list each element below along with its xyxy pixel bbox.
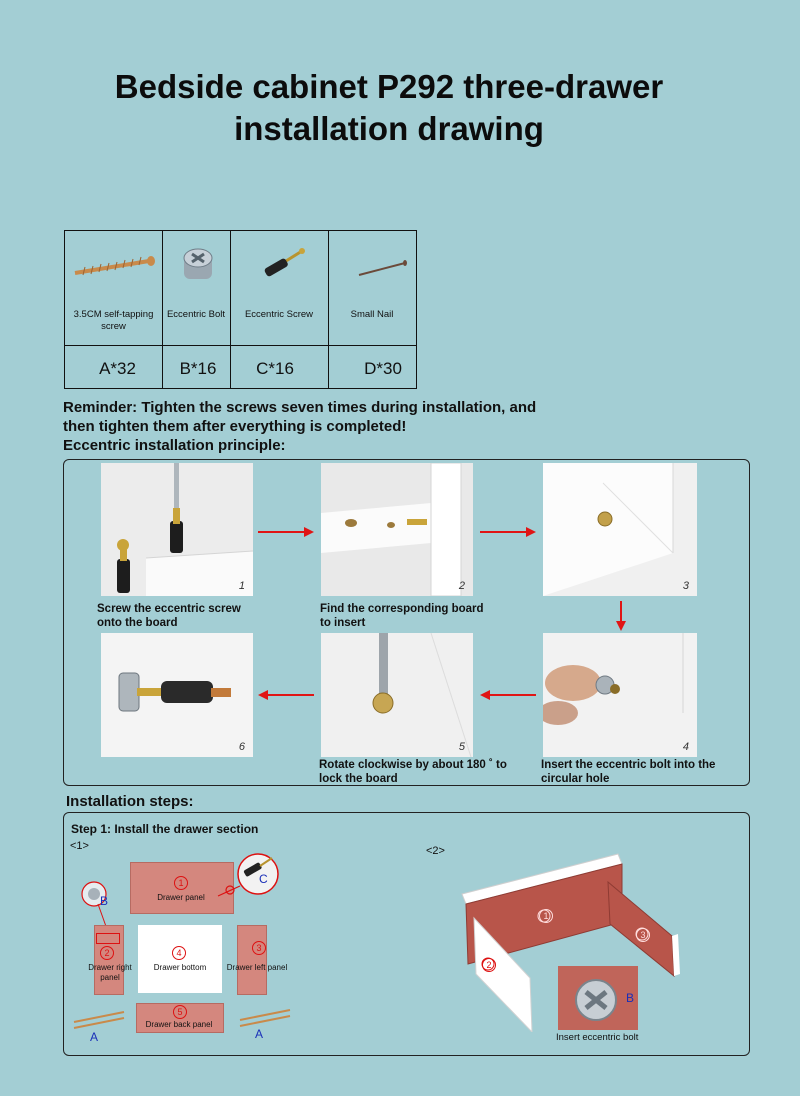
eccentric-screw-callout-icon <box>216 852 280 898</box>
step-caption <box>541 758 715 786</box>
part-qty: B*16 <box>179 359 217 378</box>
caption-line: lock the board <box>319 773 398 785</box>
step-caption <box>97 602 241 630</box>
insert-bolt-photo <box>543 633 697 757</box>
drawer-left-panel-label: Drawer left panel <box>226 963 288 972</box>
step-number: 1 <box>238 580 245 592</box>
page-title <box>0 66 778 150</box>
step-number: 2 <box>458 580 465 592</box>
part-number-2: 2 <box>482 958 496 972</box>
eccentric-bolt-icon <box>181 245 215 283</box>
part-number-5: 5 <box>173 1005 187 1019</box>
label-a: A <box>255 1027 264 1041</box>
drawer-panel-label: Drawer panel <box>157 893 205 902</box>
drawer-bottom-label: Drawer bottom <box>153 963 207 972</box>
nail-icon <box>355 259 411 279</box>
part-number-1: 1 <box>539 909 553 923</box>
caption-line: circular hole <box>541 773 610 785</box>
drawer-back-panel-label: Drawer back panel <box>145 1020 213 1029</box>
caption-line: Find the corresponding board <box>320 603 484 615</box>
insert-bolt-label: Insert eccentric bolt <box>556 1032 639 1043</box>
installation-heading: Installation steps: <box>66 793 194 810</box>
screw-icon <box>69 255 159 279</box>
part-number-2: 2 <box>100 946 114 960</box>
caption-line: Rotate clockwise by about 180 ˚ to <box>319 759 507 771</box>
label-line: Drawer right <box>88 963 132 972</box>
step-number: 3 <box>682 580 689 592</box>
step-photo-3 <box>543 463 697 596</box>
parts-table <box>64 230 417 389</box>
arrow-left-icon <box>256 688 316 702</box>
arrow-right-icon <box>478 525 538 539</box>
label-b: B <box>626 991 635 1005</box>
part-number-3: 3 <box>636 928 650 942</box>
eccentric-screw-photo <box>101 463 253 596</box>
reminder-text <box>63 398 583 455</box>
parts-row-divider <box>65 345 416 346</box>
label-b: B <box>100 894 109 908</box>
part-qty: D*30 <box>364 359 402 378</box>
step-caption <box>320 602 484 630</box>
label-c: C <box>259 872 268 886</box>
label-line: panel <box>100 973 120 982</box>
eccentric-screw-icon <box>258 247 308 281</box>
arrow-down-icon <box>614 599 628 633</box>
caption-line: to insert <box>320 617 366 629</box>
part-qty: C*16 <box>256 359 294 378</box>
caption-line: Insert the eccentric bolt into the <box>541 759 716 771</box>
caption-line: Screw the eccentric screw <box>97 603 241 615</box>
part-number-1: 1 <box>174 876 188 890</box>
assembled-fitting-photo <box>101 633 253 757</box>
step-photo-2 <box>321 463 473 596</box>
board-insert-photo <box>321 463 473 596</box>
label-a: A <box>90 1030 99 1044</box>
step-caption <box>319 758 507 786</box>
reminder-line: then tighten them after everything is completed! <box>63 418 407 435</box>
part-number-3: 3 <box>252 941 266 955</box>
hole-photo <box>543 463 697 596</box>
step-photo-6 <box>101 633 253 757</box>
caption-line: onto the board <box>97 617 178 629</box>
part-name: Eccentric Bolt <box>166 309 226 320</box>
part-name: Small Nail <box>350 309 394 320</box>
reminder-line: Reminder: Tighten the screws seven times during installation, and <box>63 399 537 416</box>
drawer-right-panel-label <box>82 963 138 983</box>
step1-heading: Step 1: Install the drawer section <box>71 822 259 836</box>
title-line-2: installation drawing <box>234 110 544 147</box>
rotate-photo <box>321 633 473 757</box>
step-number: 6 <box>238 741 245 753</box>
screw-icon <box>70 1010 130 1032</box>
arrow-left-icon <box>478 688 538 702</box>
part-name: Eccentric Screw <box>244 309 314 320</box>
step-photo-4 <box>543 633 697 757</box>
hole-highlight <box>96 933 120 944</box>
step-number: 5 <box>458 741 465 753</box>
sub-step-1: <1> <box>70 840 89 852</box>
part-name: 3.5CM self-tapping screw <box>73 309 154 332</box>
step-photo-5 <box>321 633 473 757</box>
sub-step-2: <2> <box>426 845 445 857</box>
drawer-left-panel-board <box>237 925 267 995</box>
part-number-4: 4 <box>172 946 186 960</box>
principle-heading: Eccentric installation principle: <box>63 437 286 454</box>
title-line-1: Bedside cabinet P292 three-drawer <box>114 68 664 105</box>
screw-icon <box>236 1008 296 1030</box>
step-number: 4 <box>682 741 689 753</box>
step-photo-1 <box>101 463 253 596</box>
arrow-right-icon <box>256 525 316 539</box>
part-qty: A*32 <box>99 359 136 378</box>
